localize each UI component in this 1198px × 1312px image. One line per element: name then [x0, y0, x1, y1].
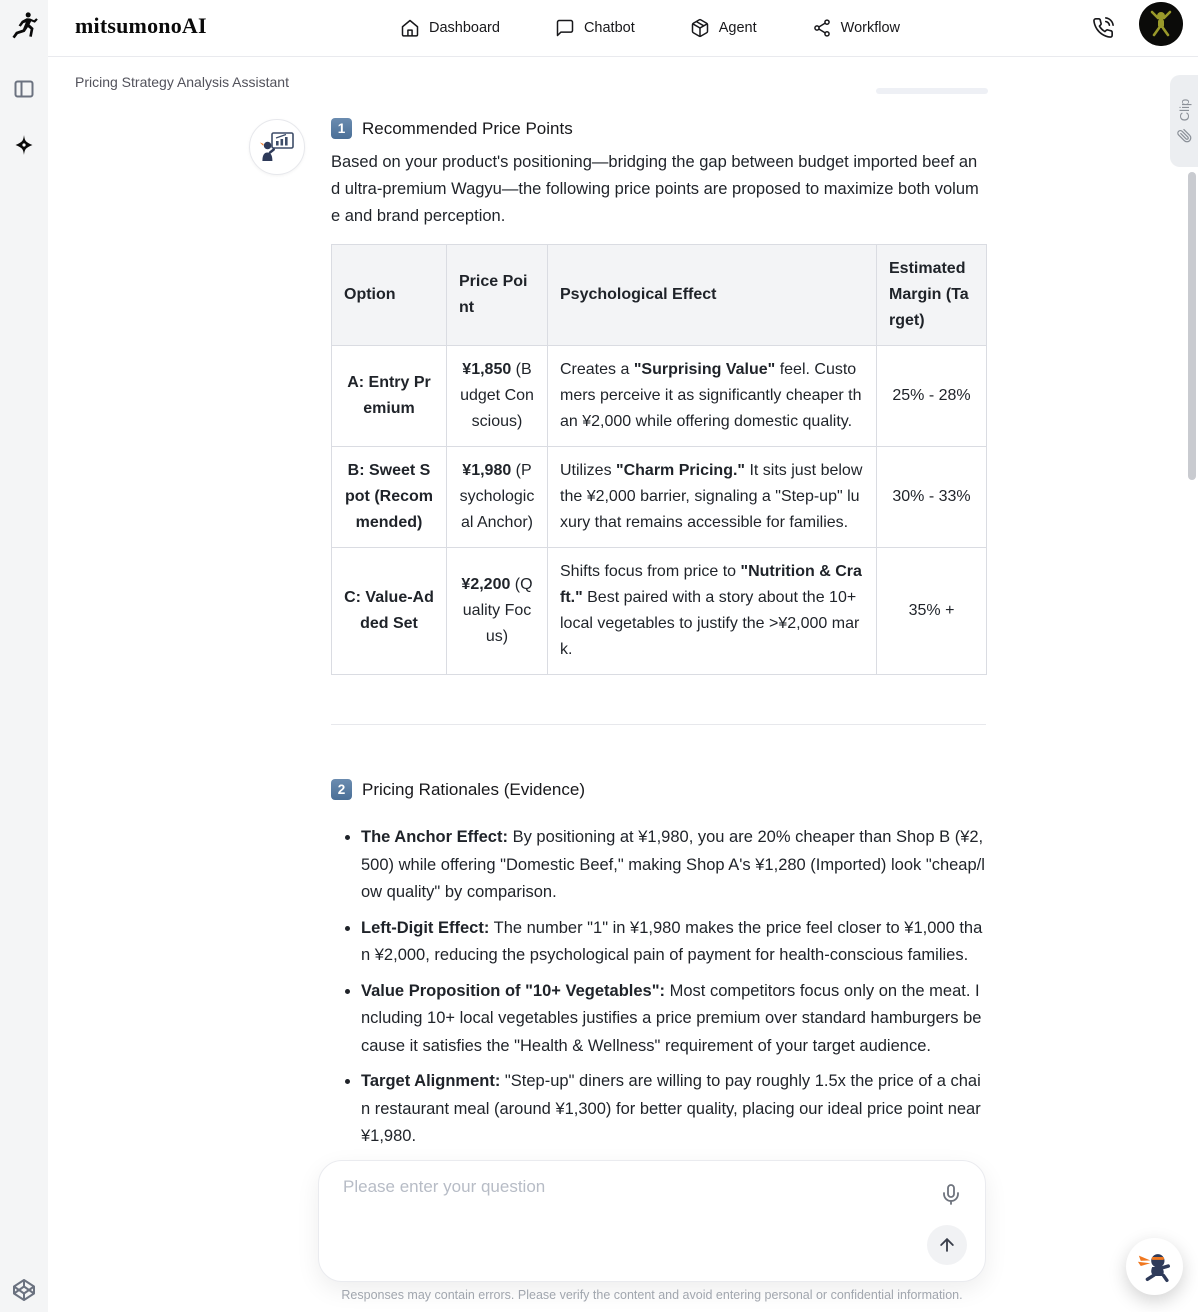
disclaimer-text: Responses may contain errors. Please verify the content and avoid entering personal or confidential information.: [341, 1288, 963, 1302]
cell-margin: 25% - 28%: [877, 346, 987, 447]
nav-menu: [400, 0, 900, 56]
rationale-item: • Value Proposition of "10+ Vegetables": Most competitors focus only on the meat. Including 10+ local vegetables justifies a price premium over standard hamburgers because it satisfies the "Health & Wellness" requirement of your target audience.: [361, 978, 986, 1061]
share-nodes-icon: [812, 18, 832, 38]
table-row: [332, 548, 987, 675]
sidebar-toggle-icon[interactable]: [12, 77, 36, 101]
ninja-mascot-icon: [1136, 1248, 1174, 1286]
cell-margin: 30% - 33%: [877, 447, 987, 548]
cell-option: B: Sweet Spot (Recommended): [332, 447, 447, 548]
question-input[interactable]: [343, 1177, 903, 1263]
cell-option: C: Value-Added Set: [332, 548, 447, 675]
rationale-item: • The Anchor Effect: By positioning at ¥1,980, you are 20% cheaper than Shop B (¥2,500) while offering "Domestic Beef," making Shop A's ¥1,280 (Imported) look "cheap/low quality" by comparison.: [361, 824, 986, 907]
cell-margin: 35% +: [877, 548, 987, 675]
nav-item-agent[interactable]: Agent: [690, 18, 757, 38]
microphone-icon[interactable]: [939, 1183, 963, 1207]
table-header-cell: Option: [332, 245, 447, 346]
sparkle-icon[interactable]: [12, 133, 36, 157]
cell-option: A: Entry Premium: [332, 346, 447, 447]
price-points-table: [331, 244, 987, 675]
keycap-2-badge: 2: [331, 779, 352, 800]
brand-name[interactable]: mitsumonoAI: [75, 13, 207, 38]
section1-heading: 1 Recommended Price Points: [331, 118, 986, 139]
paperclip-icon: [1177, 128, 1192, 143]
app-logo-runner-icon[interactable]: [9, 10, 41, 44]
top-navbar: [48, 0, 1198, 57]
cube-icon: [690, 18, 710, 38]
nav-item-chatbot[interactable]: Chatbot: [555, 18, 635, 38]
nav-item-dashboard[interactable]: Dashboard: [400, 18, 500, 38]
chat-bubble-icon: [555, 18, 575, 38]
keycap-1-badge: 1: [331, 118, 352, 139]
cell-effect: Utilizes "Charm Pricing." It sits just below the ¥2,000 barrier, signaling a "Step-up" luxury that remains accessible for families.: [548, 447, 877, 548]
cell-effect: Creates a "Surprising Value" feel. Customers perceive it as significantly cheaper than ¥2,000 while offering domestic quality.: [548, 346, 877, 447]
arrow-up-icon: [937, 1235, 957, 1255]
clip-tab-label: Clip: [1176, 98, 1192, 122]
cell-price: ¥1,980 (Psychological Anchor): [447, 447, 548, 548]
user-avatar[interactable]: [1139, 2, 1183, 46]
cell-price: ¥1,850 (Budget Conscious): [447, 346, 548, 447]
codepen-cube-icon[interactable]: [12, 1278, 36, 1302]
section1-intro: Based on your product's positioning—bridging the gap between budget imported beef and ultra-premium Wagyu—the following price points are proposed to maximize both volume and brand perception.: [331, 153, 979, 225]
cell-effect: Shifts focus from price to "Nutrition & Craft." Best paired with a story about the 10+ local vegetables to justify the >¥2,000 mark.: [548, 548, 877, 675]
cell-price: ¥2,200 (Quality Focus): [447, 548, 548, 675]
user-message-bubble-clipped: [876, 88, 988, 94]
table-header-row: [332, 245, 987, 346]
table-row: [332, 346, 987, 447]
table-header-cell: Psychological Effect: [548, 245, 877, 346]
message-divider: [331, 724, 986, 725]
breadcrumb: Pricing Strategy Analysis Assistant: [75, 74, 289, 90]
section2-heading: 2 Pricing Rationales (Evidence): [331, 779, 986, 800]
nav-item-workflow[interactable]: Workflow: [812, 18, 900, 38]
send-button[interactable]: [927, 1225, 967, 1265]
rationale-item: • Left-Digit Effect: The number "1" in ¥1,980 makes the price feel closer to ¥1,000 than ¥2,000, reducing the psychological pain of payment for health-conscious families.: [361, 915, 986, 970]
assistant-message: [331, 118, 986, 1159]
left-rail: [0, 0, 48, 1312]
scrollbar-thumb[interactable]: [1188, 172, 1196, 480]
message-composer: [318, 1160, 986, 1282]
ninja-mascot-button[interactable]: [1126, 1238, 1183, 1295]
table-row: [332, 447, 987, 548]
phone-call-icon[interactable]: [1092, 17, 1114, 39]
home-icon: [400, 18, 420, 38]
rationale-item: • Target Alignment: "Step-up" diners are willing to pay roughly 1.5x the price of a chain restaurant meal (around ¥1,300) for better quality, placing our ideal price point near ¥1,980.: [361, 1068, 986, 1151]
table-header-cell: Price Point: [447, 245, 548, 346]
assistant-avatar-ninja-chart-icon: [249, 119, 305, 175]
table-header-cell: Estimated Margin (Target): [877, 245, 987, 346]
clip-panel-tab[interactable]: [1170, 75, 1198, 167]
rationales-list: [331, 824, 986, 1151]
